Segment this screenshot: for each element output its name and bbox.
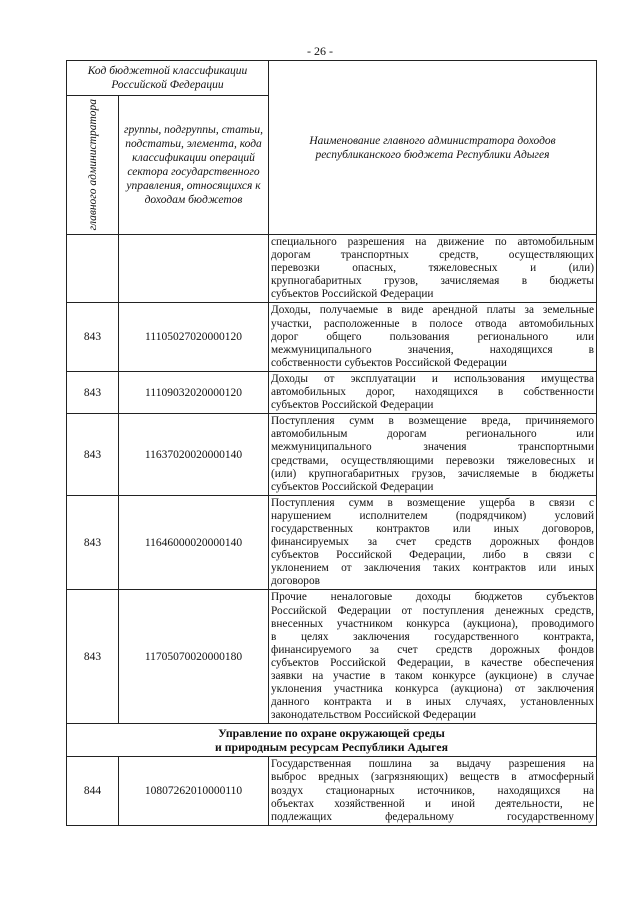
description-line: специального разрешения на движение по автомобильным bbox=[271, 236, 594, 248]
income-description bbox=[269, 414, 597, 496]
description-line: средствами, осуществляющими перевозки тяжеловесных и bbox=[271, 454, 594, 467]
header-code-group: Код бюджетной классификации Российской Федерации bbox=[67, 61, 269, 96]
table-row bbox=[67, 235, 597, 303]
table-row bbox=[67, 757, 597, 825]
description-line: выброс вредных (загрязняющих) веществ в атмосферный bbox=[271, 771, 594, 784]
section-row bbox=[67, 724, 597, 757]
description-line: Поступления сумм в возмещение вреда, причиняемого bbox=[271, 415, 594, 428]
income-description bbox=[269, 235, 597, 303]
table-row bbox=[67, 303, 597, 371]
income-description bbox=[269, 590, 597, 724]
admin-code: 843 bbox=[67, 371, 119, 413]
description-line: автомобильных дорог, находящихся в собственности bbox=[271, 386, 594, 399]
table-row bbox=[67, 414, 597, 496]
table-row bbox=[67, 590, 597, 724]
description-line: Доходы от эксплуатации и использования имущества bbox=[271, 372, 594, 385]
description-line: перевозки опасных, тяжеловесных и (или) bbox=[271, 262, 594, 275]
description-line: Государственная пошлина за выдачу разрешения на bbox=[271, 758, 594, 771]
classification-code: 11637020020000140 bbox=[119, 414, 269, 496]
section-heading-line: и природным ресурсам Республики Адыгея bbox=[214, 740, 448, 755]
page-number: - 26 - bbox=[307, 44, 333, 58]
section-heading-line: Управление по охране окружающей среды bbox=[218, 726, 445, 741]
description-line: дорог общего пользования регионального или bbox=[271, 330, 594, 343]
description-line: нарушением исполнителем (подрядчиком) условий bbox=[271, 509, 594, 522]
header-admin-column bbox=[67, 96, 119, 235]
description-line: субъектов Российской Федерации, в качестве обеспечения bbox=[271, 656, 594, 669]
admin-code: 843 bbox=[67, 495, 119, 590]
description-line: воздух стационарных источников, находящихся на bbox=[271, 784, 594, 797]
description-line: данного контракта и в иных случаях, установленных bbox=[271, 696, 594, 709]
description-line: межмуниципального значения, находящихся в bbox=[271, 343, 594, 356]
income-description bbox=[269, 303, 597, 371]
classification-code: 11646000020000140 bbox=[119, 495, 269, 590]
description-line: Прочие неналоговые доходы бюджетов субъектов bbox=[271, 591, 594, 604]
budget-classification-table bbox=[66, 60, 597, 826]
description-line: Доходы, получаемые в виде арендной платы за земельные bbox=[271, 304, 594, 317]
description-line: государственных контрактов или иных договоров, bbox=[271, 522, 594, 535]
description-line: уклонения участника конкурса (аукциона) от заключения bbox=[271, 683, 594, 696]
income-description bbox=[269, 757, 597, 825]
income-description bbox=[269, 495, 597, 590]
header-admin-label: главного администратора bbox=[86, 99, 99, 231]
description-line: финансируемого за счет средств дорожных фондов bbox=[271, 643, 594, 656]
description-line: межмуниципального значения транспортными bbox=[271, 441, 594, 454]
admin-code: 844 bbox=[67, 757, 119, 825]
description-line: автомобильным дорогам регионального или bbox=[271, 428, 594, 441]
classification-code: 10807262010000110 bbox=[119, 757, 269, 825]
admin-code: 843 bbox=[67, 303, 119, 371]
description-line: субъектов Российской Федерации bbox=[271, 288, 434, 301]
description-line: (или) крупногабаритных грузов, зачисляемые в бюджеты bbox=[271, 467, 594, 480]
description-line: субъектов Российской Федерации, либо в связи с bbox=[271, 549, 594, 562]
classification-code: 11705070020000180 bbox=[119, 590, 269, 724]
description-line: объектах хозяйственной и иной деятельности, не bbox=[271, 797, 594, 810]
description-line: субъектов Российской Федерации bbox=[271, 399, 434, 412]
header-name-column: Наименование главного администратора доходов республиканского бюджета Республики Адыгея bbox=[269, 61, 597, 235]
description-line: законодательством Российской Федерации bbox=[271, 709, 477, 722]
admin-code bbox=[67, 235, 119, 303]
section-heading bbox=[67, 724, 597, 757]
description-line: договоров bbox=[271, 575, 320, 588]
admin-code: 843 bbox=[67, 414, 119, 496]
table-row bbox=[67, 495, 597, 590]
description-line: собственности субъектов Российской Федерации bbox=[271, 356, 507, 369]
description-line: участки, расположенные в полосе отвода автомобильных bbox=[271, 317, 594, 330]
header-groups-column: группы, подгруппы, статьи, подстатьи, элемента, кода классификации операций сектора государственного управления, относящихся к доходам бюджетов bbox=[119, 96, 269, 235]
description-line: подлежащих федеральному государственному bbox=[271, 810, 594, 823]
description-line: Поступления сумм в возмещение ущерба в связи с bbox=[271, 496, 594, 509]
description-line: в целях заключения государственного контракта, bbox=[271, 630, 594, 643]
description-line: финансируемых за счет средств дорожных фондов bbox=[271, 536, 594, 549]
table-row bbox=[67, 371, 597, 413]
classification-code: 11105027020000120 bbox=[119, 303, 269, 371]
description-line: Российской Федерации от поступления денежных средств, bbox=[271, 604, 594, 617]
income-description bbox=[269, 371, 597, 413]
description-line: заявки на участие в таком конкурсе (аукционе) в случае bbox=[271, 670, 594, 682]
description-line: дорогам транспортных средств, осуществляющих bbox=[271, 249, 594, 262]
description-line: внесенных участником конкурса (аукциона), проводимого bbox=[271, 617, 594, 630]
description-line: крупногабаритных грузов, зачисляемая в бюджеты bbox=[271, 275, 594, 288]
description-line: субъектов Российской Федерации bbox=[271, 480, 434, 493]
description-line: уклонением от заключения таких контрактов или иных bbox=[271, 562, 594, 575]
classification-code: 11109032020000120 bbox=[119, 371, 269, 413]
admin-code: 843 bbox=[67, 590, 119, 724]
classification-code bbox=[119, 235, 269, 303]
